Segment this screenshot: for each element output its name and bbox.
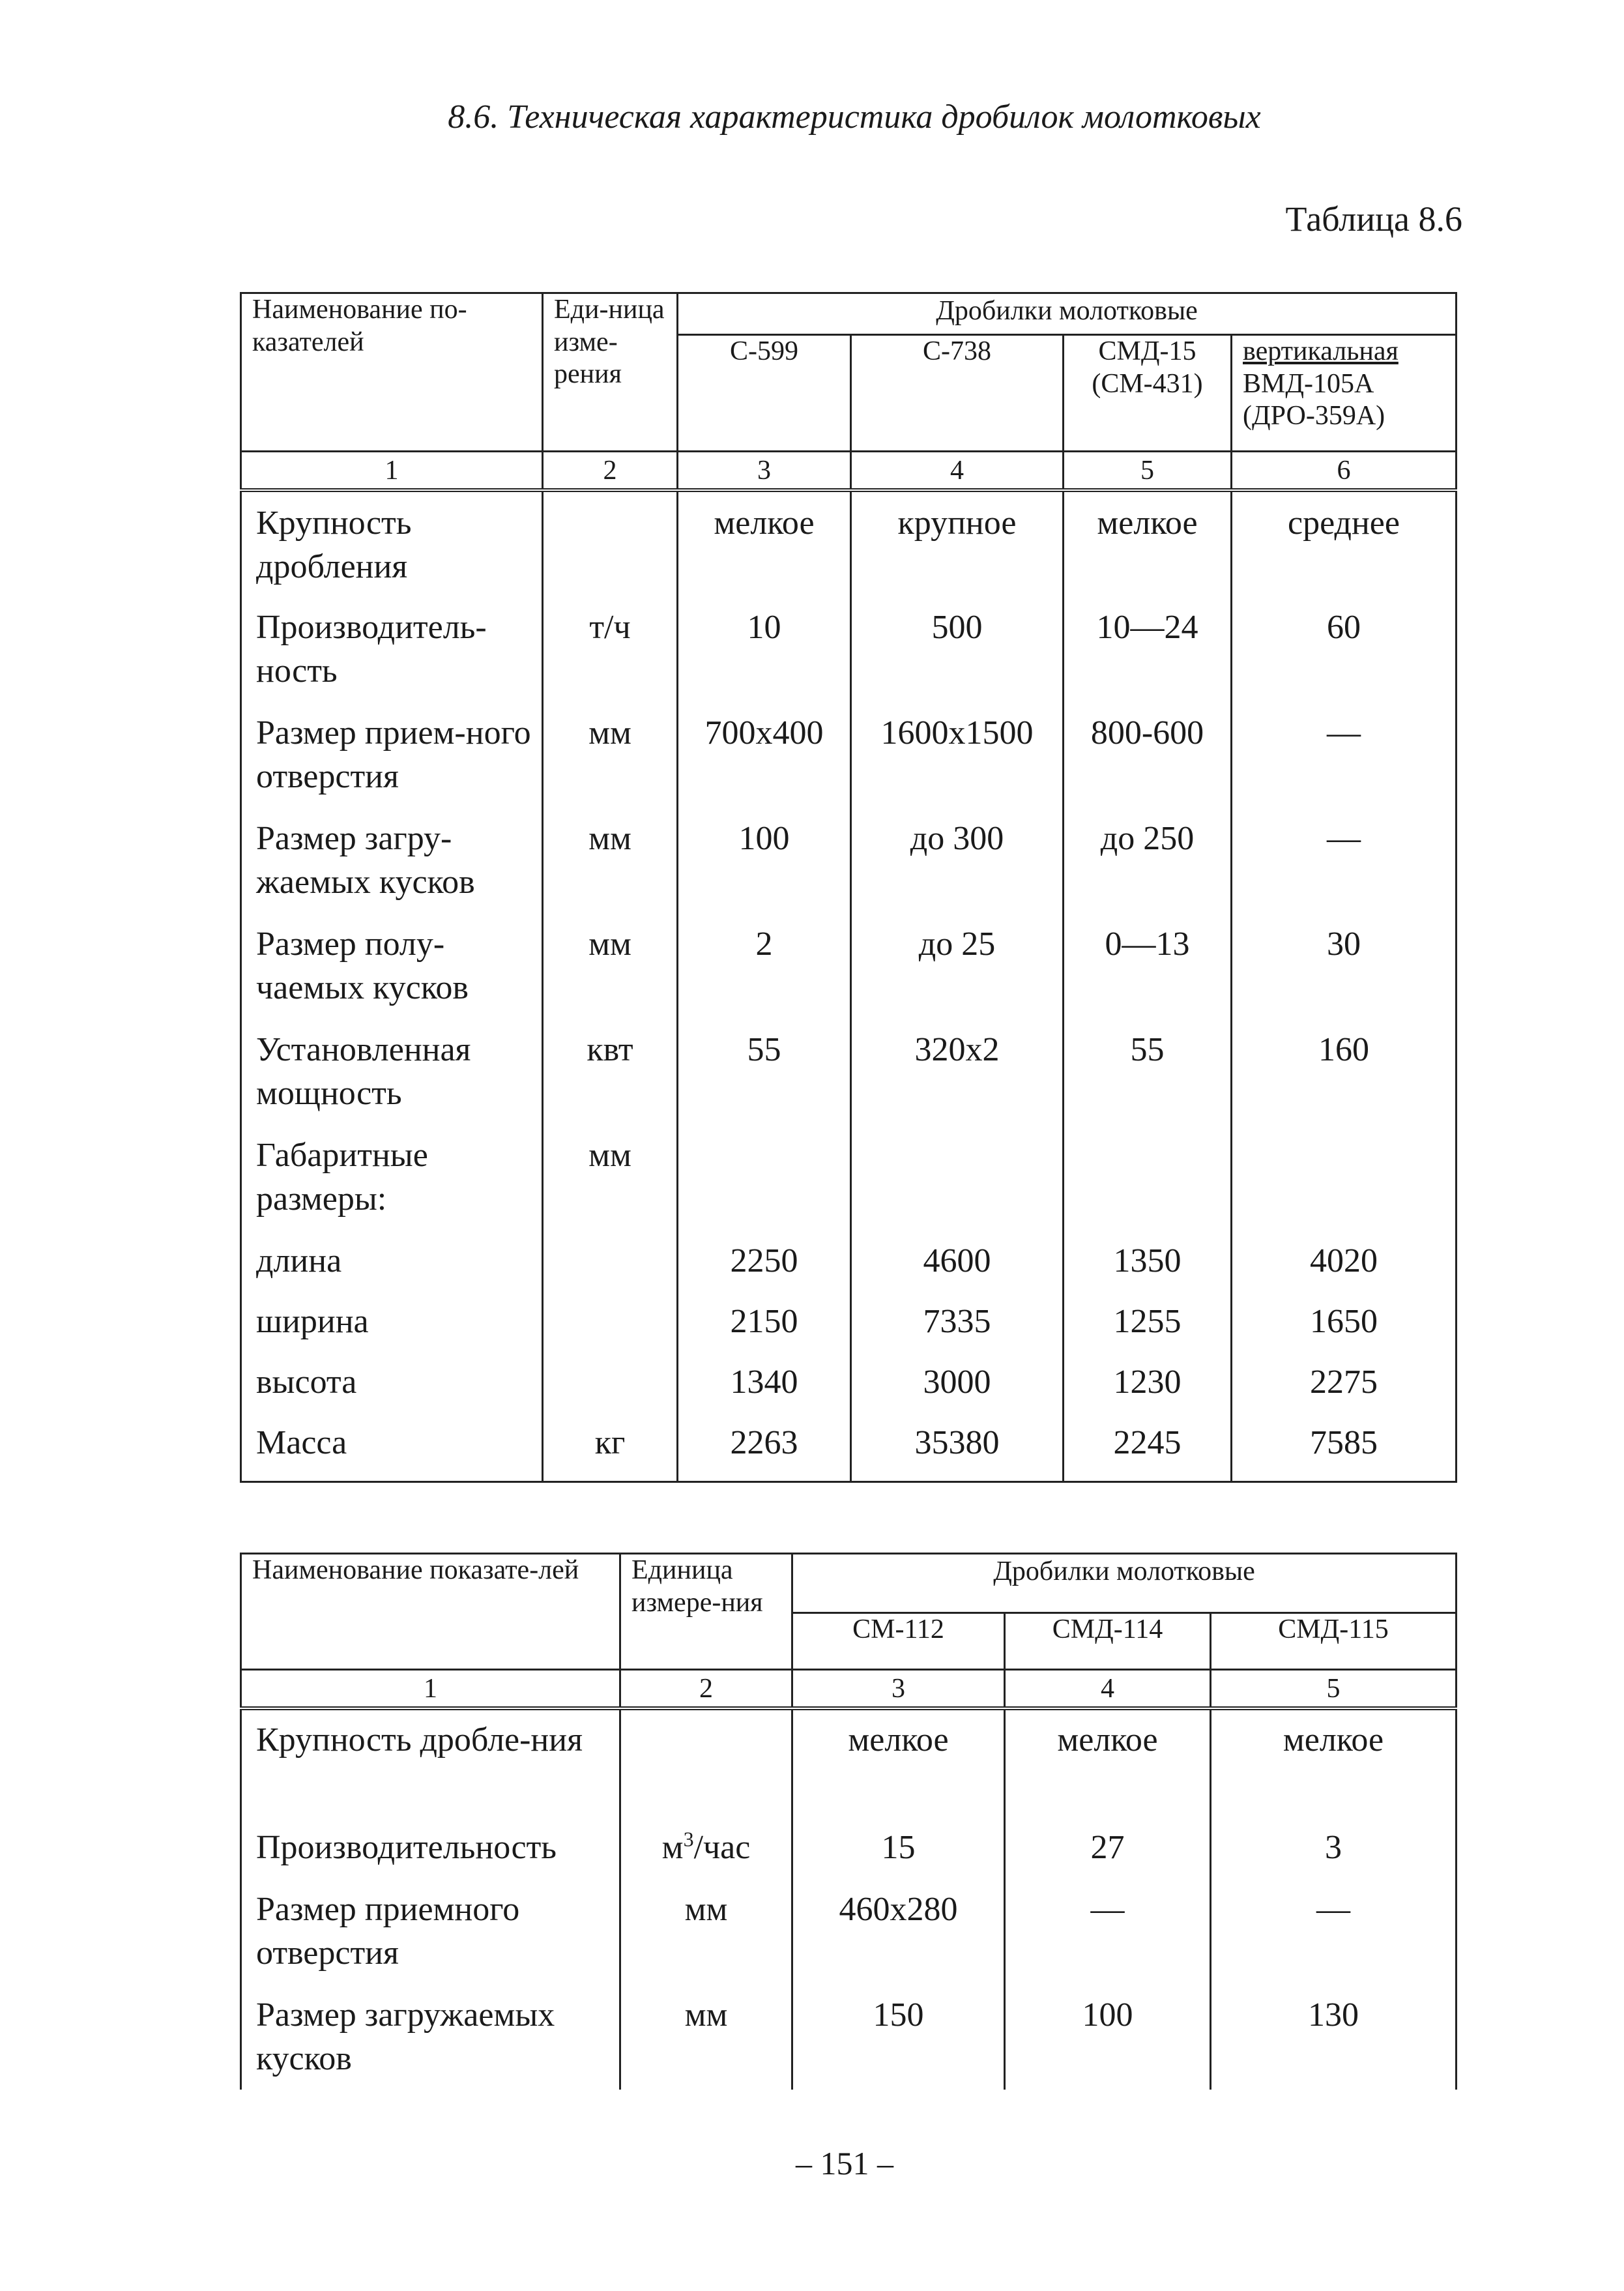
- row-unit: [543, 490, 678, 606]
- column-number: 4: [1005, 1670, 1211, 1708]
- row-value: 2250: [678, 1239, 851, 1300]
- row-value: 1340: [678, 1360, 851, 1421]
- row-value: [1232, 1133, 1457, 1239]
- row-value: [678, 1133, 851, 1239]
- row-unit: мм: [543, 711, 678, 817]
- row-value: 100: [1005, 1993, 1211, 2090]
- unit-base: м: [661, 1828, 684, 1866]
- row-value: 100: [678, 817, 851, 922]
- model-type-label: вертикальная: [1243, 336, 1399, 367]
- column-number: 5: [1211, 1670, 1457, 1708]
- row-value: 10—24: [1064, 606, 1232, 711]
- unit-rest: /час: [693, 1828, 751, 1866]
- row-value: 2263: [678, 1421, 851, 1482]
- row-name: высота: [241, 1360, 543, 1421]
- model-header: СМД-114: [1005, 1612, 1211, 1669]
- row-unit: [543, 1300, 678, 1360]
- row-value: до 300: [851, 817, 1064, 922]
- column-number: 3: [792, 1670, 1005, 1708]
- row-value: 2: [678, 922, 851, 1028]
- header-unit-cell: Единица измере-ния: [620, 1554, 792, 1670]
- row-value: 35380: [851, 1421, 1064, 1482]
- header-group-cell: Дробилки молотковые: [792, 1554, 1457, 1613]
- row-unit: [620, 1708, 792, 1826]
- model-header: [1232, 335, 1457, 452]
- row-value: 1600x1500: [851, 711, 1064, 817]
- row-name: Крупность дробления: [241, 490, 543, 606]
- row-value: 4020: [1232, 1239, 1457, 1300]
- model-header: С-738: [851, 335, 1064, 452]
- row-value: мелкое: [1064, 490, 1232, 606]
- row-value: 1230: [1064, 1360, 1232, 1421]
- row-value: —: [1211, 1888, 1457, 1993]
- table-row: [241, 1993, 1457, 2090]
- row-value: 460x280: [792, 1888, 1005, 1993]
- row-unit: кг: [543, 1421, 678, 1482]
- row-value: —: [1232, 711, 1457, 817]
- row-name: Установленная мощность: [241, 1028, 543, 1133]
- table-row: [241, 922, 1457, 1028]
- model-header: СМД-115: [1211, 1612, 1457, 1669]
- table-row: [241, 1360, 1457, 1421]
- row-value: 500: [851, 606, 1064, 711]
- row-value: до 250: [1064, 817, 1232, 922]
- header-group-cell: Дробилки молотковые: [678, 293, 1457, 335]
- table-row: [241, 490, 1457, 606]
- table-row: [241, 1300, 1457, 1360]
- table-row: [241, 1028, 1457, 1133]
- row-value: 3: [1211, 1826, 1457, 1888]
- row-value: 2150: [678, 1300, 851, 1360]
- row-name: Размер приемного отверстия: [241, 1888, 620, 1993]
- row-name: ширина: [241, 1300, 543, 1360]
- row-value: 7585: [1232, 1421, 1457, 1482]
- model-header: СМД-15 (СМ-431): [1064, 335, 1232, 452]
- column-number-row: [241, 452, 1457, 490]
- row-value: 320x2: [851, 1028, 1064, 1133]
- row-value: 2275: [1232, 1360, 1457, 1421]
- column-number: 3: [678, 452, 851, 490]
- row-value: —: [1005, 1888, 1211, 1993]
- row-value: 7335: [851, 1300, 1064, 1360]
- row-value: —: [1232, 817, 1457, 922]
- row-unit: мм: [543, 817, 678, 922]
- row-unit: т/ч: [543, 606, 678, 711]
- row-value: мелкое: [792, 1708, 1005, 1826]
- row-value: 15: [792, 1826, 1005, 1888]
- column-number-row: [241, 1670, 1457, 1708]
- table-row: [241, 1133, 1457, 1239]
- header-name-cell: Наименование по-казателей: [241, 293, 543, 452]
- row-value: 27: [1005, 1826, 1211, 1888]
- row-value: 2245: [1064, 1421, 1232, 1482]
- column-number: 2: [543, 452, 678, 490]
- row-unit: мм: [620, 1888, 792, 1993]
- row-name: Крупность дробле-ния: [241, 1708, 620, 1826]
- table-header-row: [241, 1554, 1457, 1613]
- page-number: – 151 –: [796, 2145, 893, 2182]
- header-name-cell: Наименование показате-лей: [241, 1554, 620, 1670]
- table-row: [241, 1888, 1457, 1993]
- header-unit-cell: Еди-ница изме-рения: [543, 293, 678, 452]
- row-unit: [543, 1239, 678, 1300]
- row-value: мелкое: [1211, 1708, 1457, 1826]
- row-value: 55: [678, 1028, 851, 1133]
- row-value: [851, 1133, 1064, 1239]
- row-value: 700x400: [678, 711, 851, 817]
- row-value: 130: [1211, 1993, 1457, 2090]
- row-value: среднее: [1232, 490, 1457, 606]
- column-number: 1: [241, 452, 543, 490]
- table-row: [241, 1421, 1457, 1482]
- row-name: длина: [241, 1239, 543, 1300]
- table-header-row: [241, 293, 1457, 335]
- table-row: [241, 1826, 1457, 1888]
- row-unit: [543, 1360, 678, 1421]
- row-unit: квт: [543, 1028, 678, 1133]
- row-unit: мм: [543, 1133, 678, 1239]
- model-name: ВМД-105А (ДРО-359А): [1243, 368, 1385, 431]
- table-row: [241, 606, 1457, 711]
- row-value: 0—13: [1064, 922, 1232, 1028]
- table-row: [241, 1239, 1457, 1300]
- row-value: 160: [1232, 1028, 1457, 1133]
- section-title: 8.6. Техническая характеристика дробилок молотковых: [448, 98, 1261, 136]
- table-row: [241, 1708, 1457, 1826]
- crusher-spec-table-1: [240, 292, 1457, 1483]
- row-value: мелкое: [1005, 1708, 1211, 1826]
- row-value: 4600: [851, 1239, 1064, 1300]
- row-value: [1064, 1133, 1232, 1239]
- row-value: мелкое: [678, 490, 851, 606]
- row-value: до 25: [851, 922, 1064, 1028]
- model-header: С-599: [678, 335, 851, 452]
- table-row: [241, 817, 1457, 922]
- model-header: СМ-112: [792, 1612, 1005, 1669]
- crusher-spec-table-2: [240, 1553, 1457, 2090]
- row-value: 150: [792, 1993, 1005, 2090]
- row-name: Размер загружаемых кусков: [241, 1993, 620, 2090]
- column-number: 2: [620, 1670, 792, 1708]
- row-unit: мм: [620, 1993, 792, 2090]
- row-value: 60: [1232, 606, 1457, 711]
- row-name: Масса: [241, 1421, 543, 1482]
- column-number: 6: [1232, 452, 1457, 490]
- row-value: 1255: [1064, 1300, 1232, 1360]
- row-value: 55: [1064, 1028, 1232, 1133]
- row-name: Размер полу-чаемых кусков: [241, 922, 543, 1028]
- column-number: 1: [241, 1670, 620, 1708]
- row-value: 10: [678, 606, 851, 711]
- column-number: 4: [851, 452, 1064, 490]
- row-name: Производительность: [241, 1826, 620, 1888]
- row-value: 1350: [1064, 1239, 1232, 1300]
- row-name: Производитель-ность: [241, 606, 543, 711]
- row-value: 3000: [851, 1360, 1064, 1421]
- column-number: 5: [1064, 452, 1232, 490]
- row-value: 1650: [1232, 1300, 1457, 1360]
- row-unit: [620, 1826, 792, 1888]
- row-name: Габаритные размеры:: [241, 1133, 543, 1239]
- table-caption: Таблица 8.6: [1285, 199, 1462, 239]
- row-unit: мм: [543, 922, 678, 1028]
- row-name: Размер прием-ного отверстия: [241, 711, 543, 817]
- table-row: [241, 711, 1457, 817]
- row-name: Размер загру-жаемых кусков: [241, 817, 543, 922]
- unit-superscript: 3: [683, 1827, 694, 1851]
- row-value: 30: [1232, 922, 1457, 1028]
- row-value: крупное: [851, 490, 1064, 606]
- row-value: 800-600: [1064, 711, 1232, 817]
